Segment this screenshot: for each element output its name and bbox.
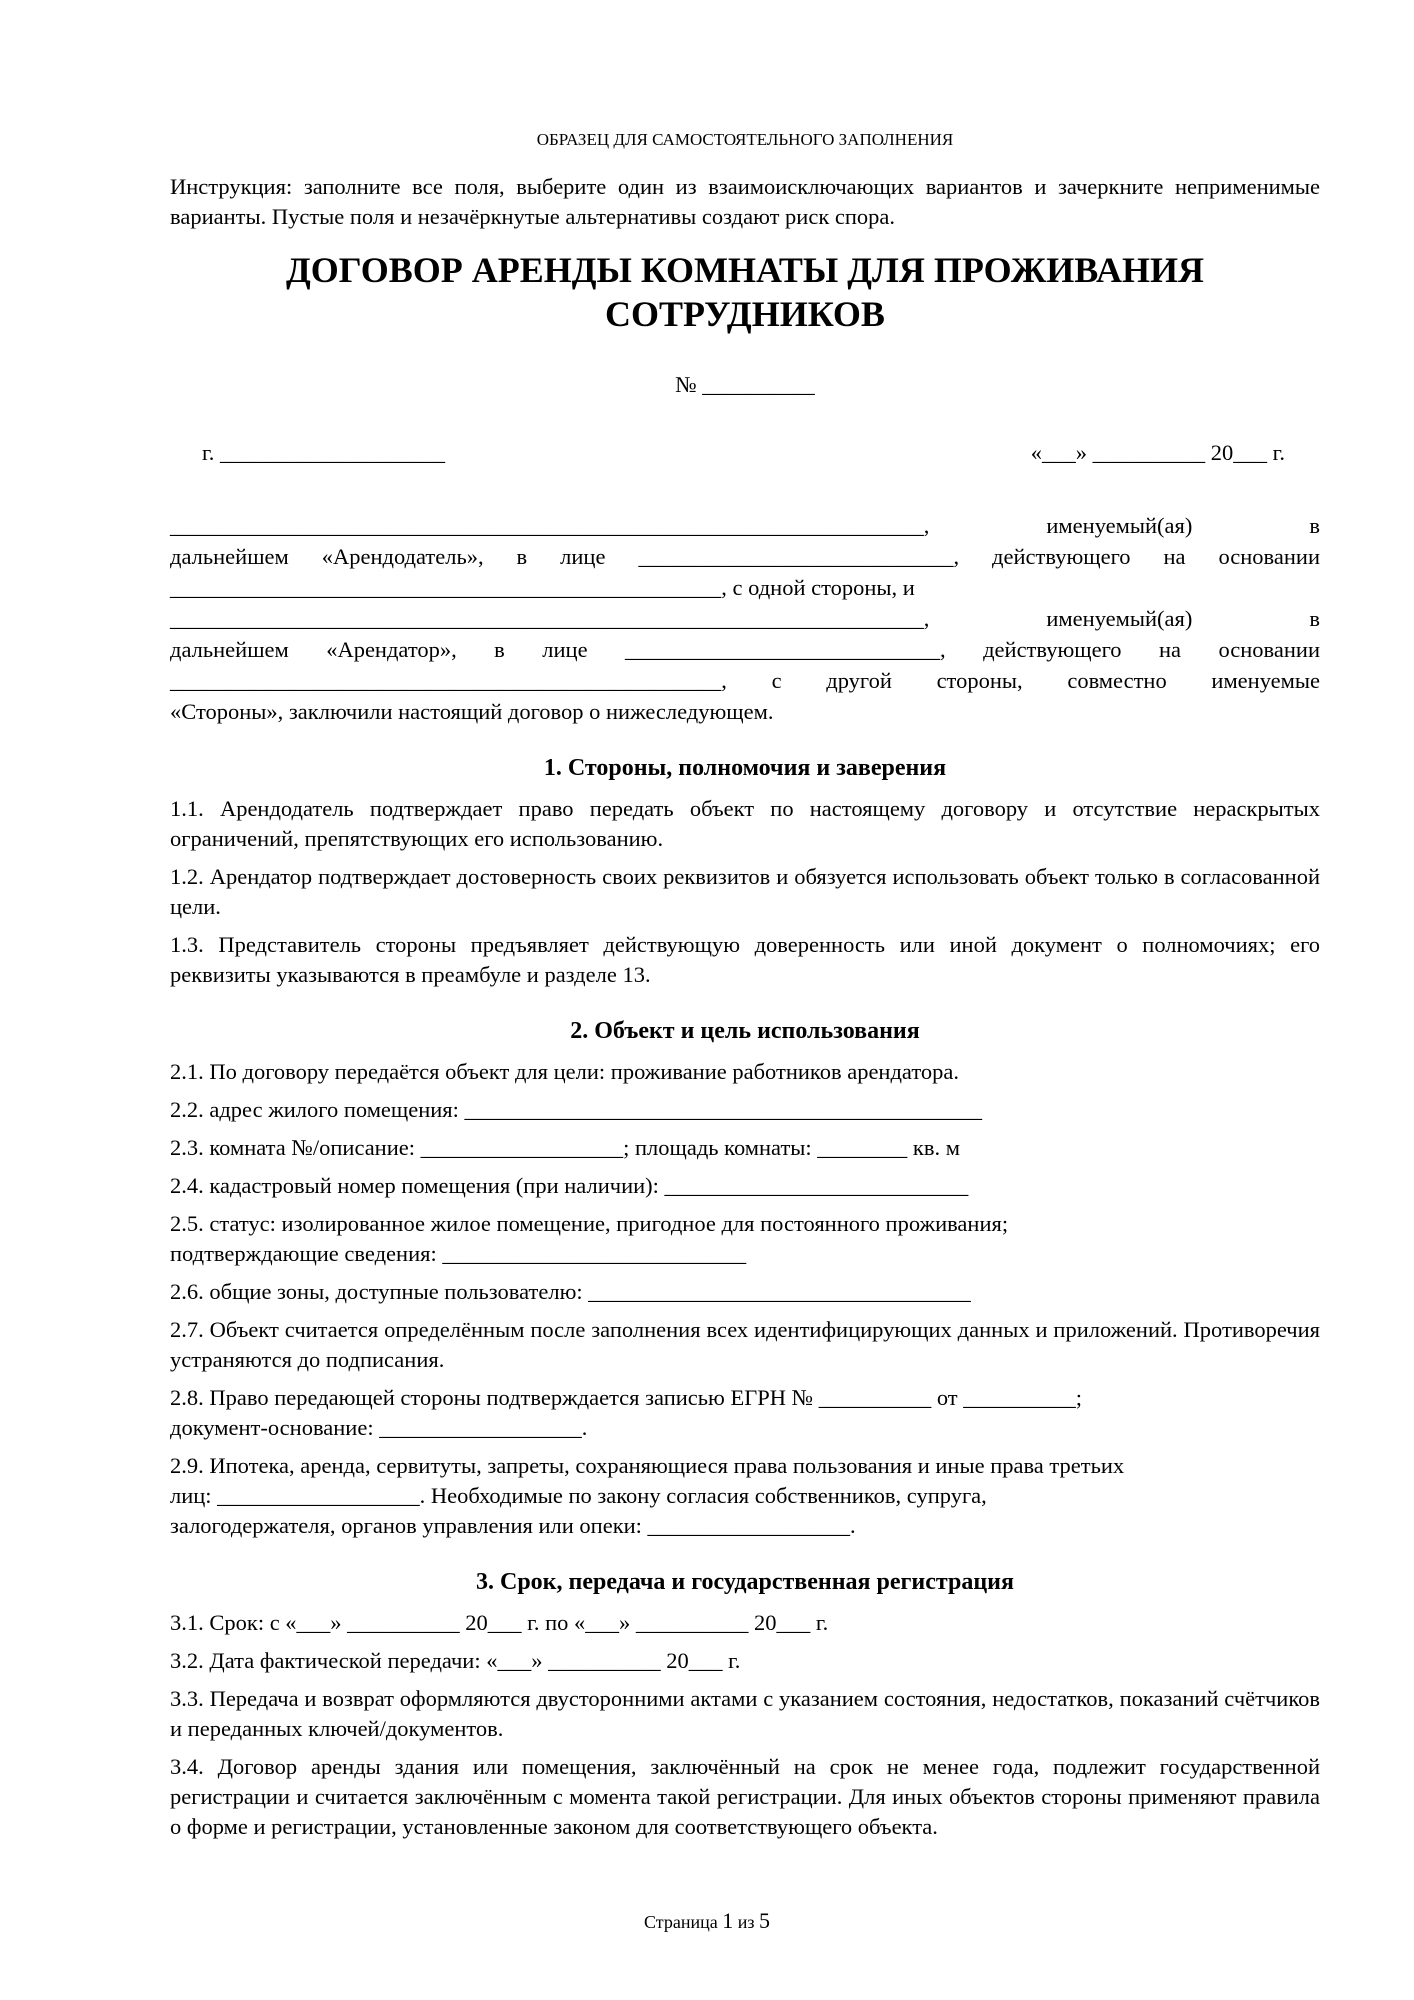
page-current: 1 — [722, 1908, 734, 1933]
clause-2-5-line-2: подтверждающие сведения: ___________________________ — [170, 1241, 747, 1266]
clause-1-2: 1.2. Арендатор подтверждает достоверность своих реквизитов и обязуется использовать объект только в согласованной цели. — [170, 864, 1320, 919]
clause-2-8 — [170, 1383, 1320, 1443]
title-line-2: СОТРУДНИКОВ — [605, 294, 885, 334]
of-word: из — [737, 1912, 755, 1932]
preamble-line: «Стороны», заключили настоящий договор о нижеследующем. — [170, 699, 774, 724]
clause-2-8-line-1: 2.8. Право передающей стороны подтверждается записью ЕГРН № __________ от __________; — [170, 1385, 1082, 1410]
clause-2-2: 2.2. адрес жилого помещения: ______________________________________________ — [170, 1097, 983, 1122]
sample-label: ОБРАЗЕЦ ДЛЯ САМОСТОЯТЕЛЬНОГО ЗАПОЛНЕНИЯ — [536, 130, 954, 149]
preamble-line: ___________________________________________________________________, именуемый(ая) в — [170, 513, 1320, 538]
clause-3-2: 3.2. Дата фактической передачи: «___» __________ 20___ г. — [170, 1648, 741, 1673]
preamble-line: ___________________________________________________________________, именуемый(ая) в — [170, 606, 1320, 631]
clause-2-6: 2.6. общие зоны, доступные пользователю: __________________________________ — [170, 1279, 971, 1304]
clause-1-1: 1.1. Арендодатель подтверждает право передать объект по настоящему договору и отсутствие нераскрытых ограничений, препятствующих его использованию. — [170, 796, 1320, 851]
preamble-line: дальнейшем «Арендодатель», в лице ____________________________, действующего на основании — [170, 544, 1320, 569]
clause-2-4: 2.4. кадастровый номер помещения (при наличии): ___________________________ — [170, 1173, 969, 1198]
section-2 — [170, 1018, 1320, 1541]
clause-2-1: 2.1. По договору передаётся объект для цели: проживание работников арендатора. — [170, 1059, 959, 1084]
clause-2-5 — [170, 1209, 1320, 1269]
clause-3-4: 3.4. Договор аренды здания или помещения, заключённый на срок не менее года, подлежит государственной регистрации и считается заключённым с момента такой регистрации. Для иных объектов стороны применяют правила о форме и регистрации, установленные законом для соответствующего объекта. — [170, 1754, 1320, 1839]
section-heading: 1. Стороны, полномочия и заверения — [543, 755, 947, 781]
clause-2-9-line-2: лиц: __________________. Необходимые по закону согласия собственников, супруга, — [170, 1483, 987, 1508]
clause-2-5-line-1: 2.5. статус: изолированное жилое помещение, пригодное для постоянного проживания; — [170, 1211, 1009, 1236]
clause-2-9-line-3: залогодержателя, органов управления или опеки: __________________. — [170, 1513, 856, 1538]
section-1 — [170, 755, 1320, 990]
contract-number: № __________ — [675, 372, 815, 397]
clause-2-8-line-2: документ-основание: __________________. — [170, 1415, 588, 1440]
title-line-1: ДОГОВОР АРЕНДЫ КОМНАТЫ ДЛЯ ПРОЖИВАНИЯ — [285, 250, 1205, 290]
clause-2-3: 2.3. комната №/описание: __________________; площадь комнаты: ________ кв. м — [170, 1135, 960, 1160]
clause-2-9 — [170, 1451, 1320, 1541]
city-field: г. ____________________ — [202, 440, 445, 465]
document-title — [170, 248, 1320, 336]
date-field: «___» __________ 20___ г. — [1030, 440, 1285, 465]
instruction-text: Инструкция: заполните все поля, выберите один из взаимоисключающих вариантов и зачеркните неприменимые варианты. Пустые поля и незачёркнутые альтернативы создают риск спора. — [170, 174, 1320, 229]
city-date-row — [170, 440, 1320, 470]
section-3 — [170, 1569, 1320, 1842]
clause-3-1: 3.1. Срок: с «___» __________ 20___ г. по «___» __________ 20___ г. — [170, 1610, 829, 1635]
section-heading: 2. Объект и цель использования — [570, 1018, 920, 1044]
page-word: Страница — [644, 1912, 718, 1932]
clause-3-3: 3.3. Передача и возврат оформляются двусторонними актами с указанием состояния, недостатков, показаний счётчиков и переданных ключей/документов. — [170, 1686, 1320, 1741]
clause-2-9-line-1: 2.9. Ипотека, аренда, сервитуты, запреты, сохраняющиеся права пользования и иные права третьих — [170, 1453, 1125, 1478]
clause-2-7: 2.7. Объект считается определённым после заполнения всех идентифицирующих данных и приложений. Противоречия устраняются до подписания. — [170, 1317, 1320, 1372]
document-content — [170, 130, 1320, 1850]
section-heading: 3. Срок, передача и государственная регистрация — [476, 1569, 1014, 1595]
page-total: 5 — [758, 1908, 770, 1933]
preamble-line: _________________________________________________, с одной стороны, и — [170, 575, 915, 600]
preamble-line: дальнейшем «Арендатор», в лице ____________________________, действующего на основании — [170, 637, 1320, 662]
page-footer — [0, 1908, 1414, 1934]
preamble — [170, 510, 1320, 727]
clause-1-3: 1.3. Представитель стороны предъявляет действующую доверенность или иной документ о полномочиях; его реквизиты указываются в преамбуле и разделе 13. — [170, 932, 1320, 987]
preamble-line: _________________________________________________, с другой стороны, совместно именуемые — [170, 668, 1320, 693]
